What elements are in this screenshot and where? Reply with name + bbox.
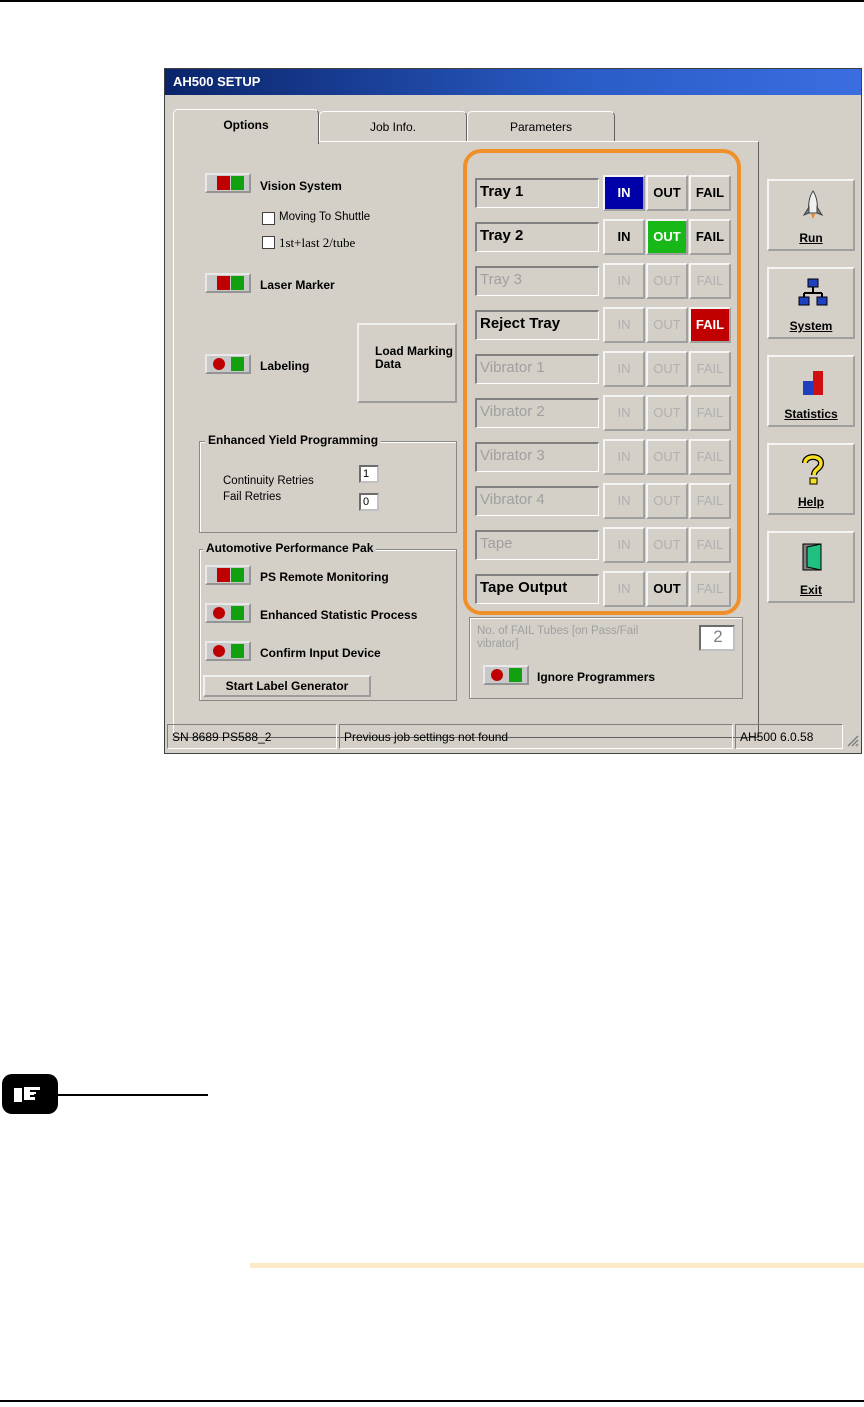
- run-label: Run: [799, 231, 823, 245]
- tray-fail-button[interactable]: FAIL: [689, 483, 731, 519]
- tray-in-button[interactable]: IN: [603, 483, 645, 519]
- esp-label: Enhanced Statistic Process: [260, 608, 418, 622]
- fail-retries-label: Fail Retries: [223, 491, 282, 503]
- tray-out-button[interactable]: OUT: [646, 395, 688, 431]
- question-mark-icon: [797, 453, 829, 485]
- tray-label: Tray 3: [475, 266, 599, 296]
- fail-tubes-label: No. of FAIL Tubes [on Pass/Fail vibrator]: [477, 625, 639, 650]
- note-rule: [34, 1094, 208, 1096]
- tray-label: Tray 2: [475, 222, 599, 252]
- tray-out-button[interactable]: OUT: [646, 351, 688, 387]
- bar-chart-icon: [797, 365, 829, 397]
- status-message: Previous job settings not found: [339, 724, 733, 749]
- tray-in-button[interactable]: IN: [603, 527, 645, 563]
- setup-window: [164, 68, 862, 754]
- load-marking-data-button[interactable]: [357, 323, 457, 403]
- page-bottom-rule: [0, 1400, 864, 1402]
- laser-marker-toggle[interactable]: [205, 273, 251, 293]
- statistics-button[interactable]: [767, 355, 855, 427]
- status-serial: SN 8689 PS588_2: [167, 724, 337, 749]
- load-marking-data-label: Load Marking Data: [375, 344, 454, 371]
- tray-label: Tray 1: [475, 178, 599, 208]
- tray-label: Tape Output: [475, 574, 599, 604]
- tray-in-button[interactable]: IN: [603, 307, 645, 343]
- tray-fail-button[interactable]: FAIL: [689, 263, 731, 299]
- help-button[interactable]: [767, 443, 855, 515]
- tray-in-button[interactable]: IN: [603, 219, 645, 255]
- ps-remote-label: PS Remote Monitoring: [260, 570, 389, 584]
- tray-out-button[interactable]: OUT: [646, 175, 688, 211]
- fail-tubes-input[interactable]: 2: [699, 625, 735, 651]
- moving-to-shuttle-label: Moving To Shuttle: [279, 211, 371, 223]
- exit-label: Exit: [799, 583, 822, 597]
- statistics-label: Statistics: [784, 407, 838, 421]
- status-version: AH500 6.0.58: [735, 724, 843, 749]
- tab-parameters[interactable]: Parameters: [467, 111, 615, 142]
- tray-out-button[interactable]: OUT: [646, 219, 688, 255]
- ps-remote-toggle[interactable]: [205, 565, 251, 585]
- start-label-generator-button[interactable]: Start Label Generator: [203, 675, 371, 697]
- tray-in-button[interactable]: IN: [603, 351, 645, 387]
- run-button[interactable]: [767, 179, 855, 251]
- tray-out-button[interactable]: OUT: [646, 307, 688, 343]
- tray-fail-button[interactable]: FAIL: [689, 439, 731, 475]
- note-highlight-bar: [250, 1263, 864, 1268]
- continuity-retries-label: Continuity Retries: [223, 475, 314, 487]
- tab-job-info[interactable]: Job Info.: [319, 111, 467, 142]
- first-last-checkbox[interactable]: [262, 236, 275, 249]
- help-label: Help: [797, 495, 824, 509]
- tray-label: Tape: [475, 530, 599, 560]
- app-title: Automotive Performance Pak: [203, 541, 376, 555]
- tray-fail-button[interactable]: FAIL: [689, 571, 731, 607]
- vision-system-label: Vision System: [260, 179, 342, 193]
- fail-retries-input[interactable]: 0: [359, 493, 379, 511]
- laser-marker-label: Laser Marker: [260, 278, 335, 292]
- labeling-label: Labeling: [260, 359, 310, 373]
- confirm-input-toggle[interactable]: [205, 641, 251, 661]
- tab-options[interactable]: Options: [173, 109, 319, 144]
- labeling-toggle[interactable]: [205, 354, 251, 374]
- tray-out-button[interactable]: OUT: [646, 263, 688, 299]
- tray-fail-button[interactable]: FAIL: [689, 175, 731, 211]
- tray-label: Vibrator 4: [475, 486, 599, 516]
- moving-to-shuttle-checkbox[interactable]: [262, 212, 275, 225]
- title-bar: [165, 69, 861, 95]
- tray-label: Vibrator 1: [475, 354, 599, 384]
- tray-out-button[interactable]: OUT: [646, 571, 688, 607]
- tray-in-button[interactable]: IN: [603, 439, 645, 475]
- tray-label: Vibrator 3: [475, 442, 599, 472]
- tray-in-button[interactable]: IN: [603, 175, 645, 211]
- tray-out-button[interactable]: OUT: [646, 439, 688, 475]
- tray-fail-button[interactable]: FAIL: [689, 395, 731, 431]
- window-title: AH500 SETUP: [173, 74, 261, 89]
- ignore-programmers-label: Ignore Programmers: [537, 670, 656, 684]
- ignore-programmers-toggle[interactable]: [483, 665, 529, 685]
- system-button[interactable]: [767, 267, 855, 339]
- vision-system-toggle[interactable]: [205, 173, 251, 193]
- tray-label: Vibrator 2: [475, 398, 599, 428]
- rocket-icon: [797, 189, 829, 221]
- page-top-rule: [0, 0, 864, 2]
- tray-fail-button[interactable]: FAIL: [689, 527, 731, 563]
- tray-fail-button[interactable]: FAIL: [689, 351, 731, 387]
- tray-fail-button[interactable]: FAIL: [689, 219, 731, 255]
- exit-door-icon: [797, 541, 829, 573]
- tray-out-button[interactable]: OUT: [646, 527, 688, 563]
- tray-label: Reject Tray: [475, 310, 599, 340]
- exit-button[interactable]: [767, 531, 855, 603]
- tray-in-button[interactable]: IN: [603, 571, 645, 607]
- eyp-title: Enhanced Yield Programming: [205, 433, 381, 447]
- tray-in-button[interactable]: IN: [603, 263, 645, 299]
- esp-toggle[interactable]: [205, 603, 251, 623]
- tray-fail-button[interactable]: FAIL: [689, 307, 731, 343]
- tray-out-button[interactable]: OUT: [646, 483, 688, 519]
- eyp-group: [199, 441, 457, 533]
- confirm-input-label: Confirm Input Device: [260, 646, 381, 660]
- tray-in-button[interactable]: IN: [603, 395, 645, 431]
- continuity-retries-input[interactable]: 1: [359, 465, 379, 483]
- system-label: System: [789, 319, 833, 333]
- network-icon: [797, 277, 829, 309]
- resize-grip-icon[interactable]: [845, 733, 859, 747]
- first-last-label: 1st+last 2/tube: [279, 235, 356, 250]
